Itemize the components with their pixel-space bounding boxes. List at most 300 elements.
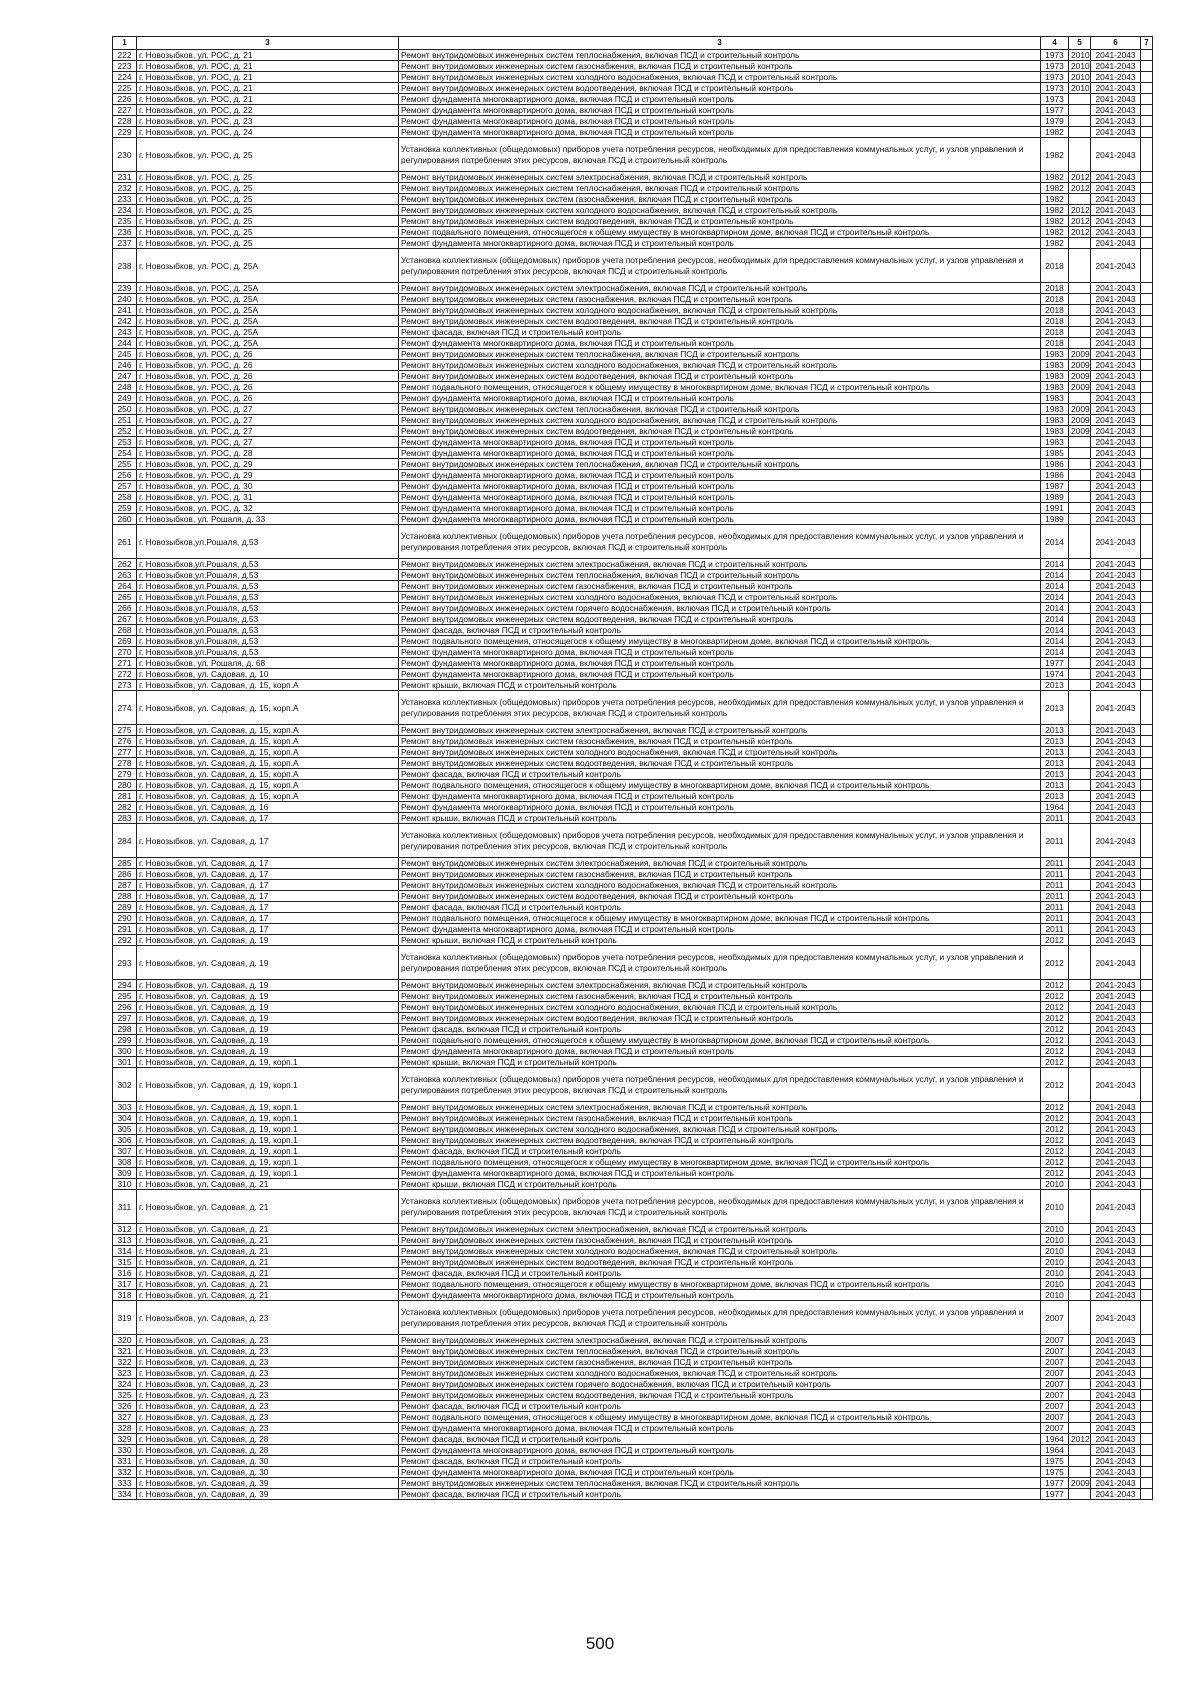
work-type-cell: Ремонт крыши, включая ПСД и строительный контроль <box>399 1179 1041 1190</box>
address-cell: г. Новозыбков, ул. Садовая, д. 17 <box>137 813 399 824</box>
year-built-cell: 1977 <box>1041 1489 1069 1500</box>
last-repair-year-cell <box>1069 725 1091 736</box>
year-built-cell: 2011 <box>1041 924 1069 935</box>
last-repair-year-cell <box>1069 913 1091 924</box>
address-cell: г. Новозыбков, ул. Садовая, д. 21 <box>137 1257 399 1268</box>
year-built-cell: 2014 <box>1041 559 1069 570</box>
table-row <box>113 426 1153 437</box>
document-sheet <box>112 36 1152 1500</box>
row-number: 258 <box>113 492 137 503</box>
empty-cell <box>1141 83 1153 94</box>
last-repair-year-cell <box>1069 94 1091 105</box>
table-row <box>113 371 1153 382</box>
year-built-cell: 1964 <box>1041 802 1069 813</box>
address-cell: г. Новозыбков, ул. Рошаля, д. 33 <box>137 514 399 525</box>
empty-cell <box>1141 1401 1153 1412</box>
last-repair-year-cell <box>1069 1257 1091 1268</box>
address-cell: г. Новозыбков, ул. Садовая, д. 23 <box>137 1357 399 1368</box>
empty-cell <box>1141 1489 1153 1500</box>
planned-period-cell: 2041-2043 <box>1091 1168 1141 1179</box>
year-built-cell: 2010 <box>1041 1257 1069 1268</box>
table-row <box>113 1002 1153 1013</box>
last-repair-year-cell <box>1069 1445 1091 1456</box>
address-cell: г. Новозыбков,ул.Рошаля, д.53 <box>137 581 399 592</box>
work-type-cell: Ремонт внутридомовых инженерных систем горячего водоснабжения, включая ПСД и строительный контроль <box>399 603 1041 614</box>
address-cell: г. Новозыбков, ул. Садовая, д. 15, корп.А <box>137 736 399 747</box>
empty-cell <box>1141 614 1153 625</box>
empty-cell <box>1141 935 1153 946</box>
year-built-cell: 1982 <box>1041 127 1069 138</box>
empty-cell <box>1141 470 1153 481</box>
work-type-cell: Ремонт внутридомовых инженерных систем холодного водоснабжения, включая ПСД и строительный контроль <box>399 415 1041 426</box>
row-number: 222 <box>113 50 137 61</box>
table-row <box>113 393 1153 404</box>
planned-period-cell: 2041-2043 <box>1091 636 1141 647</box>
last-repair-year-cell <box>1069 1168 1091 1179</box>
work-type-cell: Ремонт внутридомовых инженерных систем теплоснабжения, включая ПСД и строительный контроль <box>399 349 1041 360</box>
year-built-cell: 2012 <box>1041 980 1069 991</box>
planned-period-cell: 2041-2043 <box>1091 127 1141 138</box>
table-row <box>113 138 1153 172</box>
planned-period-cell: 2041-2043 <box>1091 360 1141 371</box>
year-built-cell: 2012 <box>1041 1046 1069 1057</box>
empty-cell <box>1141 338 1153 349</box>
empty-cell <box>1141 747 1153 758</box>
row-number: 241 <box>113 305 137 316</box>
last-repair-year-cell <box>1069 238 1091 249</box>
row-number: 277 <box>113 747 137 758</box>
work-type-cell: Ремонт внутридомовых инженерных систем холодного водоснабжения, включая ПСД и строительный контроль <box>399 360 1041 371</box>
address-cell: г. Новозыбков, ул. Садовая, д. 21 <box>137 1290 399 1301</box>
address-cell: г. Новозыбков, ул. РОС, д. 27 <box>137 404 399 415</box>
empty-cell <box>1141 360 1153 371</box>
planned-period-cell: 2041-2043 <box>1091 669 1141 680</box>
address-cell: г. Новозыбков, ул. Садовая, д. 17 <box>137 913 399 924</box>
table-row <box>113 1268 1153 1279</box>
work-type-cell: Ремонт подвального помещения, относящегося к общему имуществу в многоквартирном доме, включая ПСД и строительный контроль <box>399 780 1041 791</box>
empty-cell <box>1141 216 1153 227</box>
empty-cell <box>1141 1146 1153 1157</box>
work-type-cell: Установка коллективных (общедомовых) приборов учета потребления ресурсов, необходимых для предоставления коммунальных услуг, и узлов управления и регулирования потребления этих ресурсов, включая ПСД и строительный контроль <box>399 138 1041 172</box>
planned-period-cell: 2041-2043 <box>1091 172 1141 183</box>
row-number: 238 <box>113 249 137 283</box>
work-type-cell: Ремонт внутридомовых инженерных систем электроснабжения, включая ПСД и строительный контроль <box>399 172 1041 183</box>
table-row <box>113 382 1153 393</box>
work-type-cell: Ремонт внутридомовых инженерных систем теплоснабжения, включая ПСД и строительный контроль <box>399 50 1041 61</box>
address-cell: г. Новозыбков, ул. РОС, д. 25 <box>137 138 399 172</box>
empty-cell <box>1141 991 1153 1002</box>
year-built-cell: 1982 <box>1041 194 1069 205</box>
row-number: 271 <box>113 658 137 669</box>
year-built-cell: 1986 <box>1041 459 1069 470</box>
table-row <box>113 205 1153 216</box>
address-cell: г. Новозыбков, ул. Садовая, д. 17 <box>137 858 399 869</box>
row-number: 301 <box>113 1057 137 1068</box>
year-built-cell: 1974 <box>1041 669 1069 680</box>
work-type-cell: Ремонт внутридомовых инженерных систем горячего водоснабжения, включая ПСД и строительный контроль <box>399 1379 1041 1390</box>
planned-period-cell: 2041-2043 <box>1091 448 1141 459</box>
last-repair-year-cell <box>1069 1224 1091 1235</box>
address-cell: г. Новозыбков, ул. Садовая, д. 15, корп.А <box>137 725 399 736</box>
last-repair-year-cell <box>1069 1146 1091 1157</box>
row-number: 275 <box>113 725 137 736</box>
table-row <box>113 946 1153 980</box>
row-number: 300 <box>113 1046 137 1057</box>
last-repair-year-cell <box>1069 802 1091 813</box>
work-type-cell: Ремонт внутридомовых инженерных систем газоснабжения, включая ПСД и строительный контроль <box>399 1113 1041 1124</box>
work-type-cell: Ремонт внутридомовых инженерных систем электроснабжения, включая ПСД и строительный контроль <box>399 858 1041 869</box>
last-repair-year-cell <box>1069 127 1091 138</box>
table-row <box>113 581 1153 592</box>
year-built-cell: 1982 <box>1041 216 1069 227</box>
table-row <box>113 1290 1153 1301</box>
empty-cell <box>1141 1235 1153 1246</box>
row-number: 320 <box>113 1335 137 1346</box>
work-type-cell: Ремонт внутридомовых инженерных систем холодного водоснабжения, включая ПСД и строительный контроль <box>399 1246 1041 1257</box>
empty-cell <box>1141 393 1153 404</box>
year-built-cell: 2014 <box>1041 581 1069 592</box>
planned-period-cell: 2041-2043 <box>1091 647 1141 658</box>
row-number: 294 <box>113 980 137 991</box>
year-built-cell: 1983 <box>1041 371 1069 382</box>
work-type-cell: Ремонт внутридомовых инженерных систем теплоснабжения, включая ПСД и строительный контроль <box>399 1478 1041 1489</box>
work-type-cell: Ремонт внутридомовых инженерных систем газоснабжения, включая ПСД и строительный контроль <box>399 1357 1041 1368</box>
work-type-cell: Ремонт фундамента многоквартирного дома, включая ПСД и строительный контроль <box>399 658 1041 669</box>
planned-period-cell: 2041-2043 <box>1091 238 1141 249</box>
table-row <box>113 1246 1153 1257</box>
work-type-cell: Ремонт внутридомовых инженерных систем водоотведения, включая ПСД и строительный контроль <box>399 1390 1041 1401</box>
planned-period-cell: 2041-2043 <box>1091 780 1141 791</box>
planned-period-cell: 2041-2043 <box>1091 935 1141 946</box>
last-repair-year-cell <box>1069 338 1091 349</box>
planned-period-cell: 2041-2043 <box>1091 338 1141 349</box>
work-type-cell: Ремонт фундамента многоквартирного дома, включая ПСД и строительный контроль <box>399 1423 1041 1434</box>
work-type-cell: Ремонт крыши, включая ПСД и строительный контроль <box>399 813 1041 824</box>
year-built-cell: 2010 <box>1041 1235 1069 1246</box>
table-row <box>113 514 1153 525</box>
year-built-cell: 2014 <box>1041 525 1069 559</box>
year-built-cell: 1983 <box>1041 393 1069 404</box>
last-repair-year-cell: 2012 <box>1069 172 1091 183</box>
year-built-cell: 2013 <box>1041 747 1069 758</box>
work-type-cell: Ремонт фундамента многоквартирного дома, включая ПСД и строительный контроль <box>399 127 1041 138</box>
work-type-cell: Ремонт внутридомовых инженерных систем газоснабжения, включая ПСД и строительный контроль <box>399 736 1041 747</box>
empty-cell <box>1141 116 1153 127</box>
last-repair-year-cell <box>1069 1456 1091 1467</box>
row-number: 285 <box>113 858 137 869</box>
row-number: 227 <box>113 105 137 116</box>
last-repair-year-cell <box>1069 691 1091 725</box>
row-number: 286 <box>113 869 137 880</box>
work-type-cell: Ремонт подвального помещения, относящегося к общему имуществу в многоквартирном доме, включая ПСД и строительный контроль <box>399 1279 1041 1290</box>
address-cell: г. Новозыбков, ул. Садовая, д. 21 <box>137 1224 399 1235</box>
address-cell: г. Новозыбков, ул. Садовая, д. 23 <box>137 1390 399 1401</box>
year-built-cell: 1977 <box>1041 658 1069 669</box>
address-cell: г. Новозыбков, ул. Садовая, д. 21 <box>137 1279 399 1290</box>
empty-cell <box>1141 891 1153 902</box>
planned-period-cell: 2041-2043 <box>1091 305 1141 316</box>
address-cell: г. Новозыбков, ул. РОС, д. 24 <box>137 127 399 138</box>
planned-period-cell: 2041-2043 <box>1091 205 1141 216</box>
year-built-cell: 2012 <box>1041 1024 1069 1035</box>
year-built-cell: 1964 <box>1041 1434 1069 1445</box>
row-number: 310 <box>113 1179 137 1190</box>
year-built-cell: 2012 <box>1041 991 1069 1002</box>
table-body <box>113 50 1153 1500</box>
row-number: 251 <box>113 415 137 426</box>
planned-period-cell: 2041-2043 <box>1091 769 1141 780</box>
row-number: 288 <box>113 891 137 902</box>
last-repair-year-cell <box>1069 459 1091 470</box>
table-row <box>113 1346 1153 1357</box>
row-number: 321 <box>113 1346 137 1357</box>
empty-cell <box>1141 503 1153 514</box>
work-type-cell: Ремонт внутридомовых инженерных систем теплоснабжения, включая ПСД и строительный контроль <box>399 1346 1041 1357</box>
work-type-cell: Установка коллективных (общедомовых) приборов учета потребления ресурсов, необходимых для предоставления коммунальных услуг, и узлов управления и регулирования потребления этих ресурсов, включая ПСД и строительный контроль <box>399 1190 1041 1224</box>
table-row <box>113 1467 1153 1478</box>
work-type-cell: Ремонт внутридомовых инженерных систем теплоснабжения, включая ПСД и строительный контроль <box>399 183 1041 194</box>
empty-cell <box>1141 1257 1153 1268</box>
table-row <box>113 691 1153 725</box>
table-row <box>113 360 1153 371</box>
table-row <box>113 1113 1153 1124</box>
address-cell: г. Новозыбков, ул. РОС, д. 25А <box>137 327 399 338</box>
planned-period-cell: 2041-2043 <box>1091 802 1141 813</box>
empty-cell <box>1141 459 1153 470</box>
year-built-cell: 2007 <box>1041 1379 1069 1390</box>
empty-cell <box>1141 980 1153 991</box>
address-cell: г. Новозыбков, ул. Садовая, д. 15, корп.А <box>137 780 399 791</box>
work-type-cell: Ремонт внутридомовых инженерных систем электроснабжения, включая ПСД и строительный контроль <box>399 1335 1041 1346</box>
address-cell: г. Новозыбков,ул.Рошаля, д.53 <box>137 647 399 658</box>
year-built-cell: 1975 <box>1041 1467 1069 1478</box>
address-cell: г. Новозыбков, ул. РОС, д. 25 <box>137 172 399 183</box>
planned-period-cell: 2041-2043 <box>1091 980 1141 991</box>
last-repair-year-cell <box>1069 1068 1091 1102</box>
table-row <box>113 935 1153 946</box>
last-repair-year-cell <box>1069 1279 1091 1290</box>
year-built-cell: 2012 <box>1041 1124 1069 1135</box>
year-built-cell: 2011 <box>1041 813 1069 824</box>
last-repair-year-cell <box>1069 448 1091 459</box>
year-built-cell: 2011 <box>1041 891 1069 902</box>
last-repair-year-cell <box>1069 1190 1091 1224</box>
address-cell: г. Новозыбков, ул. Садовая, д. 21 <box>137 1246 399 1257</box>
work-type-cell: Ремонт фундамента многоквартирного дома, включая ПСД и строительный контроль <box>399 514 1041 525</box>
row-number: 272 <box>113 669 137 680</box>
work-type-cell: Ремонт фундамента многоквартирного дома, включая ПСД и строительный контроль <box>399 238 1041 249</box>
last-repair-year-cell: 2009 <box>1069 404 1091 415</box>
year-built-cell: 2010 <box>1041 1190 1069 1224</box>
year-built-cell: 2012 <box>1041 935 1069 946</box>
last-repair-year-cell <box>1069 1057 1091 1068</box>
address-cell: г. Новозыбков, ул. РОС, д. 25А <box>137 316 399 327</box>
header-col-1: 1 <box>113 37 137 50</box>
planned-period-cell: 2041-2043 <box>1091 1390 1141 1401</box>
row-number: 230 <box>113 138 137 172</box>
address-cell: г. Новозыбков, ул. РОС, д. 25А <box>137 249 399 283</box>
last-repair-year-cell <box>1069 736 1091 747</box>
year-built-cell: 2011 <box>1041 869 1069 880</box>
work-type-cell: Ремонт фасада, включая ПСД и строительный контроль <box>399 1401 1041 1412</box>
address-cell: г. Новозыбков, ул. Садовая, д. 15, корп.А <box>137 758 399 769</box>
row-number: 296 <box>113 1002 137 1013</box>
work-type-cell: Ремонт внутридомовых инженерных систем водоотведения, включая ПСД и строительный контроль <box>399 758 1041 769</box>
planned-period-cell: 2041-2043 <box>1091 559 1141 570</box>
header-row <box>113 37 1153 50</box>
table-row <box>113 294 1153 305</box>
row-number: 253 <box>113 437 137 448</box>
work-type-cell: Ремонт крыши, включая ПСД и строительный контроль <box>399 680 1041 691</box>
table-row <box>113 769 1153 780</box>
planned-period-cell: 2041-2043 <box>1091 858 1141 869</box>
address-cell: г. Новозыбков, ул. Садовая, д. 23 <box>137 1401 399 1412</box>
row-number: 323 <box>113 1368 137 1379</box>
address-cell: г. Новозыбков, ул. Садовая, д. 19 <box>137 1035 399 1046</box>
table-row <box>113 658 1153 669</box>
address-cell: г. Новозыбков, ул. Садовая, д. 19 <box>137 991 399 1002</box>
last-repair-year-cell <box>1069 603 1091 614</box>
planned-period-cell: 2041-2043 <box>1091 1102 1141 1113</box>
work-type-cell: Ремонт фундамента многоквартирного дома, включая ПСД и строительный контроль <box>399 503 1041 514</box>
last-repair-year-cell <box>1069 791 1091 802</box>
empty-cell <box>1141 1456 1153 1467</box>
last-repair-year-cell: 2012 <box>1069 227 1091 238</box>
table-row <box>113 1102 1153 1113</box>
table-row <box>113 891 1153 902</box>
last-repair-year-cell <box>1069 946 1091 980</box>
address-cell: г. Новозыбков, ул. РОС, д. 30 <box>137 481 399 492</box>
address-cell: г. Новозыбков, ул. РОС, д. 26 <box>137 349 399 360</box>
empty-cell <box>1141 1412 1153 1423</box>
address-cell: г. Новозыбков,ул.Рошаля, д.53 <box>137 592 399 603</box>
last-repair-year-cell <box>1069 1102 1091 1113</box>
row-number: 243 <box>113 327 137 338</box>
year-built-cell: 2018 <box>1041 316 1069 327</box>
empty-cell <box>1141 305 1153 316</box>
year-built-cell: 1982 <box>1041 172 1069 183</box>
table-row <box>113 647 1153 658</box>
row-number: 304 <box>113 1113 137 1124</box>
row-number: 223 <box>113 61 137 72</box>
work-type-cell: Ремонт фундамента многоквартирного дома, включая ПСД и строительный контроль <box>399 448 1041 459</box>
last-repair-year-cell: 2010 <box>1069 50 1091 61</box>
year-built-cell: 2011 <box>1041 858 1069 869</box>
year-built-cell: 2010 <box>1041 1246 1069 1257</box>
work-type-cell: Ремонт внутридомовых инженерных систем холодного водоснабжения, включая ПСД и строительный контроль <box>399 72 1041 83</box>
last-repair-year-cell <box>1069 194 1091 205</box>
empty-cell <box>1141 1246 1153 1257</box>
table-row <box>113 283 1153 294</box>
planned-period-cell: 2041-2043 <box>1091 1246 1141 1257</box>
address-cell: г. Новозыбков, ул. Садовая, д. 19, корп.1 <box>137 1146 399 1157</box>
planned-period-cell: 2041-2043 <box>1091 1478 1141 1489</box>
empty-cell <box>1141 382 1153 393</box>
row-number: 299 <box>113 1035 137 1046</box>
planned-period-cell: 2041-2043 <box>1091 1445 1141 1456</box>
empty-cell <box>1141 1224 1153 1235</box>
last-repair-year-cell <box>1069 891 1091 902</box>
work-type-cell: Ремонт внутридомовых инженерных систем электроснабжения, включая ПСД и строительный контроль <box>399 283 1041 294</box>
empty-cell <box>1141 1157 1153 1168</box>
planned-period-cell: 2041-2043 <box>1091 492 1141 503</box>
row-number: 269 <box>113 636 137 647</box>
empty-cell <box>1141 769 1153 780</box>
empty-cell <box>1141 813 1153 824</box>
work-type-cell: Ремонт фундамента многоквартирного дома, включая ПСД и строительный контроль <box>399 1046 1041 1057</box>
table-row <box>113 991 1153 1002</box>
year-built-cell: 2018 <box>1041 283 1069 294</box>
row-number: 303 <box>113 1102 137 1113</box>
planned-period-cell: 2041-2043 <box>1091 437 1141 448</box>
planned-period-cell: 2041-2043 <box>1091 747 1141 758</box>
row-number: 289 <box>113 902 137 913</box>
table-row <box>113 1046 1153 1057</box>
address-cell: г. Новозыбков,ул.Рошаля, д.53 <box>137 614 399 625</box>
row-number: 309 <box>113 1168 137 1179</box>
planned-period-cell: 2041-2043 <box>1091 525 1141 559</box>
planned-period-cell: 2041-2043 <box>1091 1157 1141 1168</box>
address-cell: г. Новозыбков, ул. РОС, д. 21 <box>137 61 399 72</box>
row-number: 314 <box>113 1246 137 1257</box>
work-type-cell: Ремонт внутридомовых инженерных систем холодного водоснабжения, включая ПСД и строительный контроль <box>399 747 1041 758</box>
table-row <box>113 780 1153 791</box>
planned-period-cell: 2041-2043 <box>1091 725 1141 736</box>
last-repair-year-cell <box>1069 636 1091 647</box>
address-cell: г. Новозыбков, ул. РОС, д. 23 <box>137 116 399 127</box>
table-row <box>113 216 1153 227</box>
year-built-cell: 2013 <box>1041 791 1069 802</box>
table-row <box>113 94 1153 105</box>
row-number: 325 <box>113 1390 137 1401</box>
work-type-cell: Ремонт внутридомовых инженерных систем холодного водоснабжения, включая ПСД и строительный контроль <box>399 305 1041 316</box>
row-number: 273 <box>113 680 137 691</box>
address-cell: г. Новозыбков, ул. Садовая, д. 15, корп.А <box>137 680 399 691</box>
planned-period-cell: 2041-2043 <box>1091 393 1141 404</box>
address-cell: г. Новозыбков, ул. РОС, д. 25 <box>137 205 399 216</box>
year-built-cell: 2012 <box>1041 1002 1069 1013</box>
last-repair-year-cell <box>1069 1290 1091 1301</box>
last-repair-year-cell: 2012 <box>1069 216 1091 227</box>
work-type-cell: Ремонт фасада, включая ПСД и строительный контроль <box>399 625 1041 636</box>
table-row <box>113 404 1153 415</box>
table-row <box>113 1401 1153 1412</box>
work-type-cell: Ремонт фундамента многоквартирного дома, включая ПСД и строительный контроль <box>399 791 1041 802</box>
work-type-cell: Ремонт внутридомовых инженерных систем газоснабжения, включая ПСД и строительный контроль <box>399 194 1041 205</box>
last-repair-year-cell <box>1069 1401 1091 1412</box>
work-type-cell: Ремонт фундамента многоквартирного дома, включая ПСД и строительный контроль <box>399 105 1041 116</box>
table-row <box>113 1224 1153 1235</box>
table-row <box>113 481 1153 492</box>
row-number: 228 <box>113 116 137 127</box>
address-cell: г. Новозыбков, ул. РОС, д. 21 <box>137 83 399 94</box>
work-type-cell: Ремонт крыши, включая ПСД и строительный контроль <box>399 935 1041 946</box>
last-repair-year-cell <box>1069 1390 1091 1401</box>
last-repair-year-cell <box>1069 824 1091 858</box>
address-cell: г. Новозыбков, ул. Садовая, д. 17 <box>137 902 399 913</box>
empty-cell <box>1141 647 1153 658</box>
work-type-cell: Ремонт подвального помещения, относящегося к общему имуществу в многоквартирном доме, включая ПСД и строительный контроль <box>399 382 1041 393</box>
table-row <box>113 570 1153 581</box>
table-row <box>113 1157 1153 1168</box>
row-number: 249 <box>113 393 137 404</box>
empty-cell <box>1141 1046 1153 1057</box>
work-type-cell: Ремонт фундамента многоквартирного дома, включая ПСД и строительный контроль <box>399 393 1041 404</box>
row-number: 274 <box>113 691 137 725</box>
table-row <box>113 1179 1153 1190</box>
empty-cell <box>1141 294 1153 305</box>
address-cell: г. Новозыбков, ул. РОС, д. 29 <box>137 470 399 481</box>
